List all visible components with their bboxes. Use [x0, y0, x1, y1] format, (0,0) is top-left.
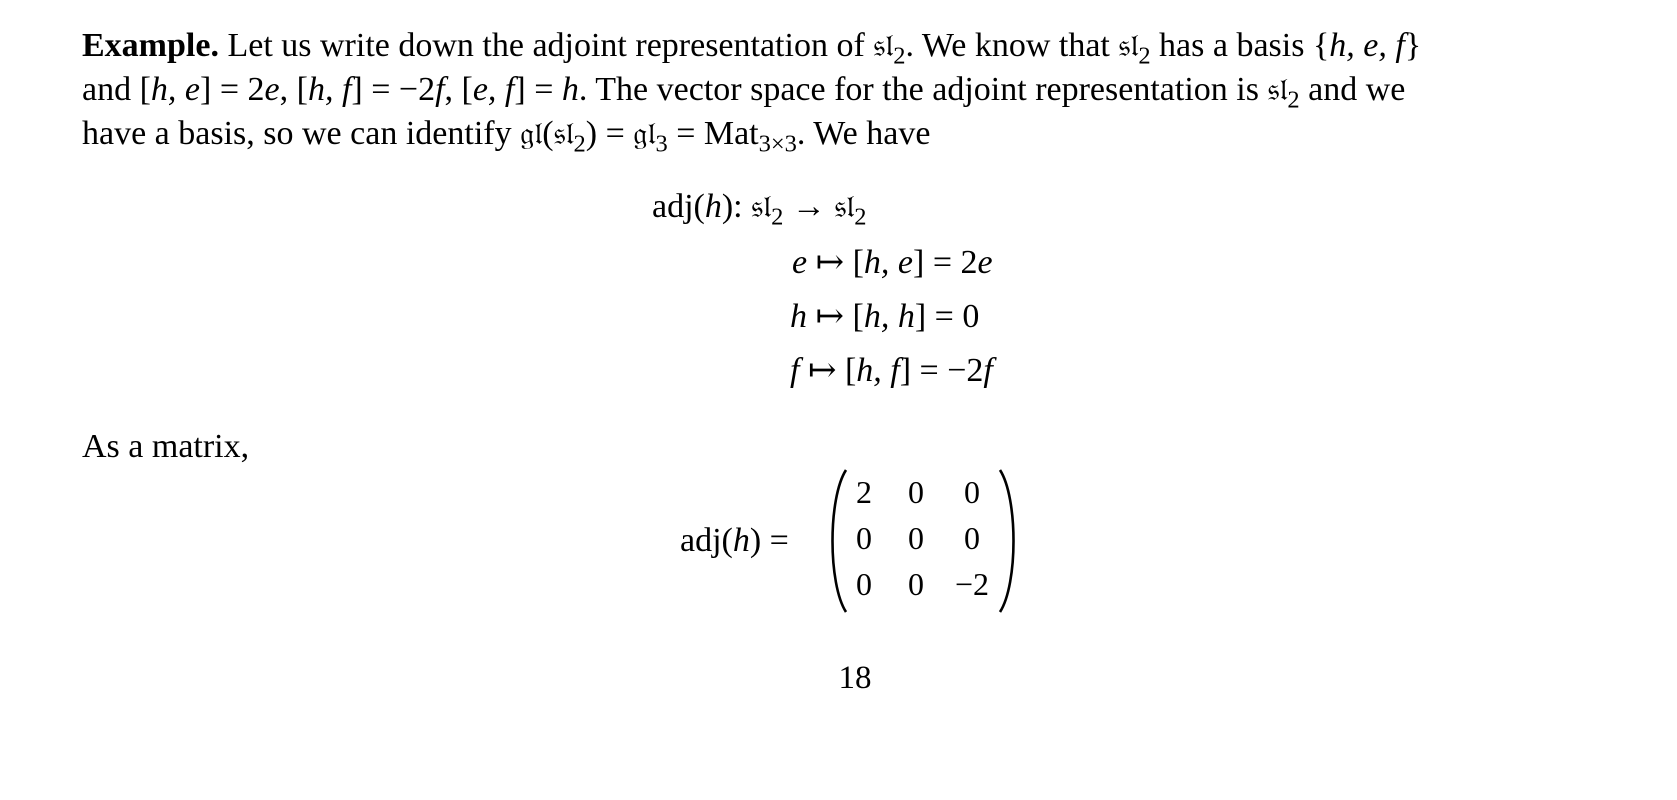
subscript: 3: [655, 130, 668, 158]
text-run: ] = 2: [913, 244, 978, 281]
math-var: e, f: [472, 71, 515, 108]
sl-symbol: 𝔰𝔩: [751, 189, 772, 225]
text-run: [: [852, 298, 864, 335]
text-run: and [: [82, 71, 151, 108]
math-var: h, h: [863, 298, 915, 335]
math-var: e: [792, 244, 808, 281]
subscript: 2: [1138, 42, 1151, 70]
matrix-cell: 2: [856, 474, 872, 510]
matrix-cell: 0: [856, 566, 872, 602]
subscript: 3×3: [758, 130, 797, 158]
math-var: h: [732, 522, 750, 559]
paragraph-line-3: [82, 112, 1622, 156]
text-run: ):: [721, 188, 752, 225]
text-run: has a basis {: [1150, 27, 1330, 64]
sl-symbol: 𝔰𝔩: [1118, 28, 1139, 64]
text-run: adj(: [680, 522, 733, 559]
text-run: ] = −2: [899, 352, 984, 389]
map-row-e: [792, 242, 993, 282]
math-var: e: [977, 244, 993, 281]
text-run: . The vector space for the adjoint representation is: [578, 71, 1268, 108]
text-run: ) =: [585, 115, 634, 152]
sl-symbol: 𝔰𝔩: [834, 189, 855, 225]
text-run: . We know that: [905, 27, 1119, 64]
subscript: 2: [854, 203, 867, 231]
text-run: have a basis, so we can identify: [82, 115, 521, 152]
as-matrix-text: As a matrix,: [82, 428, 250, 465]
paragraph-line-2: [82, 68, 1622, 112]
sl-symbol: 𝔰𝔩: [1267, 72, 1288, 108]
math-var: h, e: [863, 244, 914, 281]
text-run: ] = −2: [351, 71, 436, 108]
matrix-cell: 0: [908, 520, 924, 556]
text-run: ] =: [514, 71, 562, 108]
math-var: h, e: [150, 71, 201, 108]
matrix-cell: 0: [908, 474, 924, 510]
text-run: and we: [1299, 71, 1406, 108]
paragraph-line-1: [82, 24, 1622, 68]
page-number: 18: [838, 660, 872, 696]
text-run: [: [844, 352, 857, 389]
math-var: h, f: [856, 352, 900, 389]
text-run: ] = 0: [914, 298, 980, 335]
sl-symbol: 𝔰𝔩: [553, 116, 574, 152]
math-var: h: [561, 71, 579, 108]
text-run: = Mat: [667, 115, 759, 152]
text-run: , [: [444, 71, 473, 108]
math-var: f: [790, 352, 800, 389]
gl-symbol: 𝔤𝔩: [520, 116, 543, 152]
math-var: h, f: [307, 71, 352, 108]
arrow: →: [783, 188, 835, 225]
text-run: }: [1404, 27, 1422, 64]
matrix-cell: 0: [856, 520, 872, 556]
map-row-f: [790, 350, 993, 390]
text-run: , [: [279, 71, 308, 108]
math-var: f: [983, 352, 993, 389]
math-var: h: [704, 188, 722, 225]
math-var: f: [435, 71, 445, 108]
basis-set: h, e, f: [1329, 27, 1405, 64]
text-run: ] = 2: [200, 71, 265, 108]
math-var: e: [264, 71, 280, 108]
text-run: [: [852, 244, 864, 281]
mapsto-arrow: ↦: [807, 298, 853, 335]
gl-symbol: 𝔤𝔩: [633, 116, 656, 152]
matrix-label: [680, 522, 789, 560]
text-run: ) =: [749, 522, 789, 559]
text-run: (: [542, 115, 554, 152]
subscript: 2: [771, 203, 784, 231]
right-paren: [996, 468, 1022, 614]
example-heading: Example.: [82, 27, 219, 64]
text-run: . We have: [796, 115, 931, 152]
math-var: h: [790, 298, 807, 335]
subscript: 2: [893, 42, 906, 70]
matrix-cell: 0: [964, 520, 980, 556]
example-paragraph: [82, 24, 1622, 156]
sl-symbol: 𝔰𝔩: [873, 28, 894, 64]
mapsto-arrow: ↦: [799, 352, 845, 389]
text-run: adj(: [652, 188, 705, 225]
adj-map-header: [652, 188, 867, 231]
subscript: 2: [1287, 86, 1300, 114]
subscript: 2: [573, 130, 586, 158]
matrix-cell: −2: [954, 566, 990, 602]
map-row-h: [790, 296, 979, 336]
text-run: Let us write down the adjoint representation of: [218, 27, 874, 64]
mapsto-arrow: ↦: [807, 244, 853, 281]
matrix-cell: 0: [964, 474, 980, 510]
matrix-cell: 0: [908, 566, 924, 602]
